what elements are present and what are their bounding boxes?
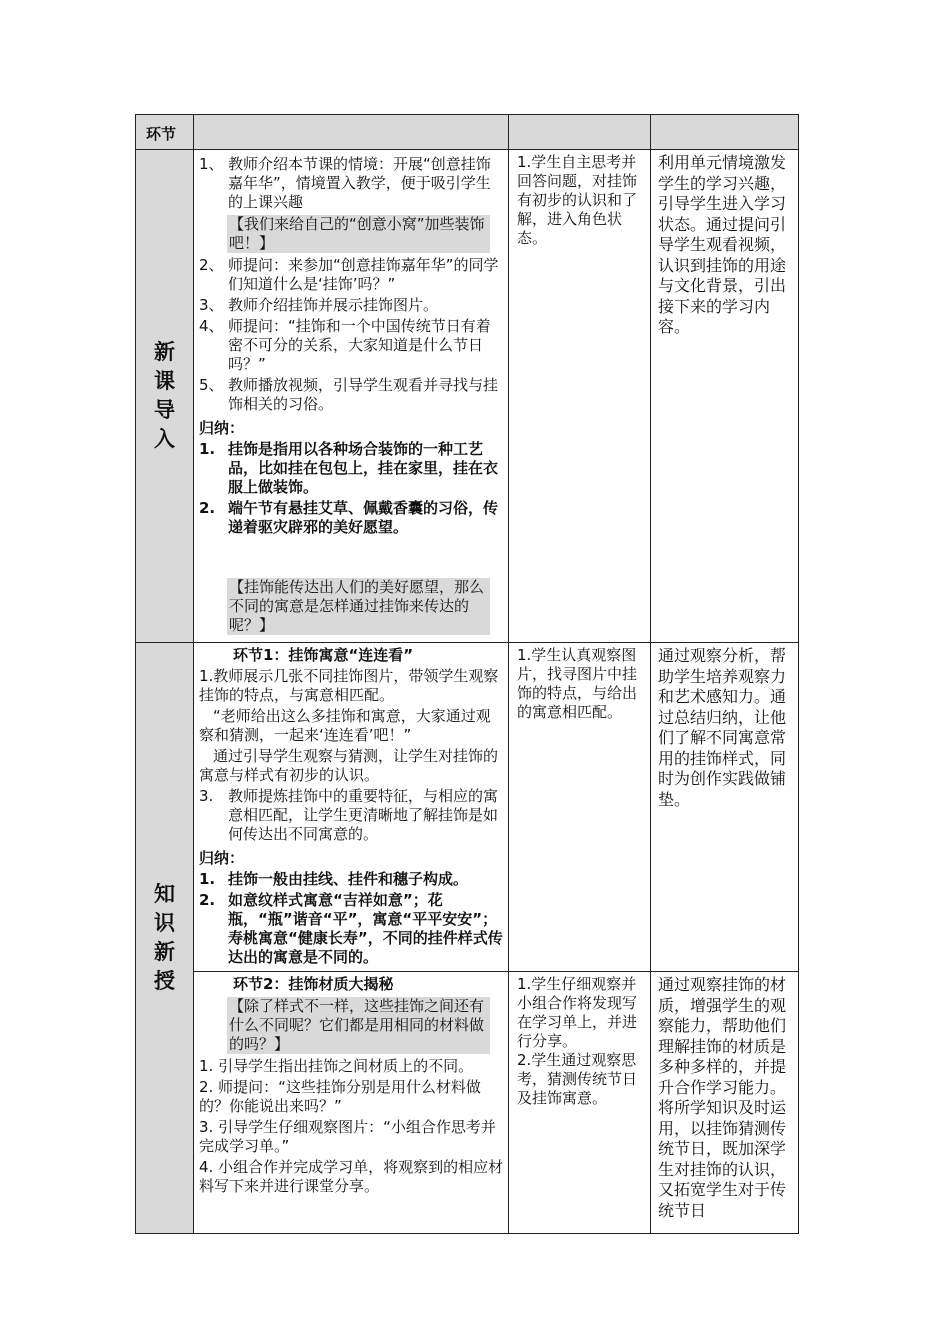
header-cell-2 bbox=[194, 115, 509, 150]
list-item: 4、 师提问：“挂饰和一个中国传统节日有着密不可分的关系，大家知道是什么节日吗？” bbox=[199, 317, 491, 373]
design-intent-cell bbox=[651, 150, 799, 643]
student-activity-cell bbox=[509, 643, 651, 972]
section-row-intro bbox=[136, 150, 799, 643]
student-activity-text: 1.学生认真观察图片，找寻图片中挂饰的特点，与给出的寓意相匹配。 bbox=[517, 646, 638, 721]
paragraph: 3. 引导学生仔细观察图片：“小组合作思考并完成学习单。” bbox=[199, 1118, 496, 1155]
student-activity-text: 2.学生通过观察思考，猜测传统节日及挂饰寓意。 bbox=[517, 1051, 638, 1107]
section-name: 新课导入 bbox=[154, 340, 175, 451]
student-activity-text: 1.学生自主思考并回答问题，对挂饰有初步的认识和了解，进入角色状态。 bbox=[517, 153, 638, 247]
list-item: 5、 教师播放视频，引导学生观看并寻找与挂饰相关的习俗。 bbox=[199, 376, 499, 413]
section-name-cell bbox=[136, 150, 194, 643]
header-row bbox=[136, 115, 799, 150]
summary-item: 2. 端午节有悬挂艾草、佩戴香囊的习俗，传递着驱灾辟邪的美好愿望。 bbox=[199, 499, 499, 536]
design-intent-text: 利用单元情境激发学生的学习兴趣，引导学生进入学习状态。通过提问引导学生观看视频，认识到挂饰的用途与文化背景，引出接下来的学习内容。 bbox=[658, 153, 787, 336]
list-item: 1、 教师介绍本节课的情境：开展“创意挂饰嘉年华”，情境置入教学，便于吸引学生的上课兴趣 bbox=[199, 155, 491, 211]
summary-item: 1. 挂饰是指用以各种场合装饰的一种工艺品，比如挂在包包上，挂在家里，挂在衣服上做装饰。 bbox=[199, 440, 499, 496]
highlight-prompt: 【除了样式不一样，这些挂饰之间还有什么不同呢？它们都是用相同的材料做的吗？】 bbox=[227, 997, 490, 1054]
section-row-new-knowledge-1 bbox=[136, 643, 799, 972]
section-row-new-knowledge-2 bbox=[136, 972, 799, 1234]
paragraph: 通过引导学生观察与猜测，让学生对挂饰的寓意与样式有初步的认识。 bbox=[199, 747, 499, 784]
highlight-prompt: 【挂饰能传达出人们的美好愿望，那么不同的寓意是怎样通过挂饰来传达的呢？】 bbox=[227, 578, 490, 635]
section-name-cell bbox=[136, 643, 194, 1234]
student-activity-text: 1.学生仔细观察并小组合作将发现写在学习单上，并进行分享。 bbox=[517, 975, 638, 1050]
student-activity-cell bbox=[509, 972, 651, 1234]
section-name: 知识新授 bbox=[154, 882, 175, 993]
student-activity-cell bbox=[509, 150, 651, 643]
summary-item: 1. 挂饰一般由挂线、挂件和穗子构成。 bbox=[199, 870, 469, 888]
part-title: 环节2：挂饰材质大揭秘 bbox=[233, 975, 394, 993]
paragraph: 1.教师展示几张不同挂饰图片，带领学生观察挂饰的特点，与寓意相匹配。 bbox=[199, 667, 499, 704]
part-title: 环节1：挂饰寓意“连连看” bbox=[233, 646, 414, 664]
lesson-plan-table bbox=[135, 114, 799, 1234]
paragraph: 1. 引导学生指出挂饰之间材质上的不同。 bbox=[199, 1057, 474, 1075]
header-label: 环节 bbox=[146, 125, 177, 143]
list-item: 3、 教师介绍挂饰并展示挂饰图片。 bbox=[199, 296, 439, 314]
list-item: 3. 教师提炼挂饰中的重要特征，与相应的寓意相匹配，让学生更清晰地了解挂饰是如何传达出不同寓意的。 bbox=[199, 787, 499, 843]
paragraph: 4. 小组合作并完成学习单，将观察到的相应材料写下来并进行课堂分享。 bbox=[199, 1158, 504, 1195]
design-intent-cell bbox=[651, 972, 799, 1234]
highlight-prompt: 【我们来给自己的“创意小窝”加些装饰吧！】 bbox=[227, 215, 490, 253]
teacher-activity-cell bbox=[194, 150, 509, 643]
summary-label: 归纳： bbox=[199, 849, 245, 867]
paragraph: 2. 师提问：“这些挂饰分别是用什么材料做的？你能说出来吗？” bbox=[199, 1078, 481, 1115]
header-cell-stage bbox=[136, 115, 194, 150]
teacher-activity-cell bbox=[194, 972, 509, 1234]
list-item: 2、 师提问：来参加“创意挂饰嘉年华”的同学们知道什么是‘挂饰’吗？” bbox=[199, 256, 499, 293]
header-cell-4 bbox=[651, 115, 799, 150]
design-intent-text: 通过观察分析，帮助学生培养观察力和艺术感知力。通过总结归纳，让他们了解不同寓意常用的挂饰样式，同时为创作实践做铺垫。 bbox=[658, 646, 787, 809]
design-intent-cell bbox=[651, 643, 799, 972]
summary-label: 归纳： bbox=[199, 419, 245, 437]
teacher-activity-cell bbox=[194, 643, 509, 972]
summary-item: 2. 如意纹样式寓意“吉祥如意”；花瓶，“瓶”谐音“平”，寓意“平平安安”；寿桃寓意“健康长寿”，不同的挂件样式传达出的寓意是不同的。 bbox=[199, 891, 503, 966]
header-cell-3 bbox=[509, 115, 651, 150]
design-intent-text: 通过观察挂饰的材质，增强学生的观察能力，帮助他们理解挂饰的材质是多种多样的，并提升合作学习能力。将所学知识及时运用，以挂饰猜测传统节日，既加深学生对挂饰的认识，又拓宽学生对于传统节日 bbox=[658, 975, 787, 1220]
paragraph: “老师给出这么多挂饰和寓意，大家通过观察和猜测，一起来‘连连看’吧！” bbox=[199, 707, 491, 744]
